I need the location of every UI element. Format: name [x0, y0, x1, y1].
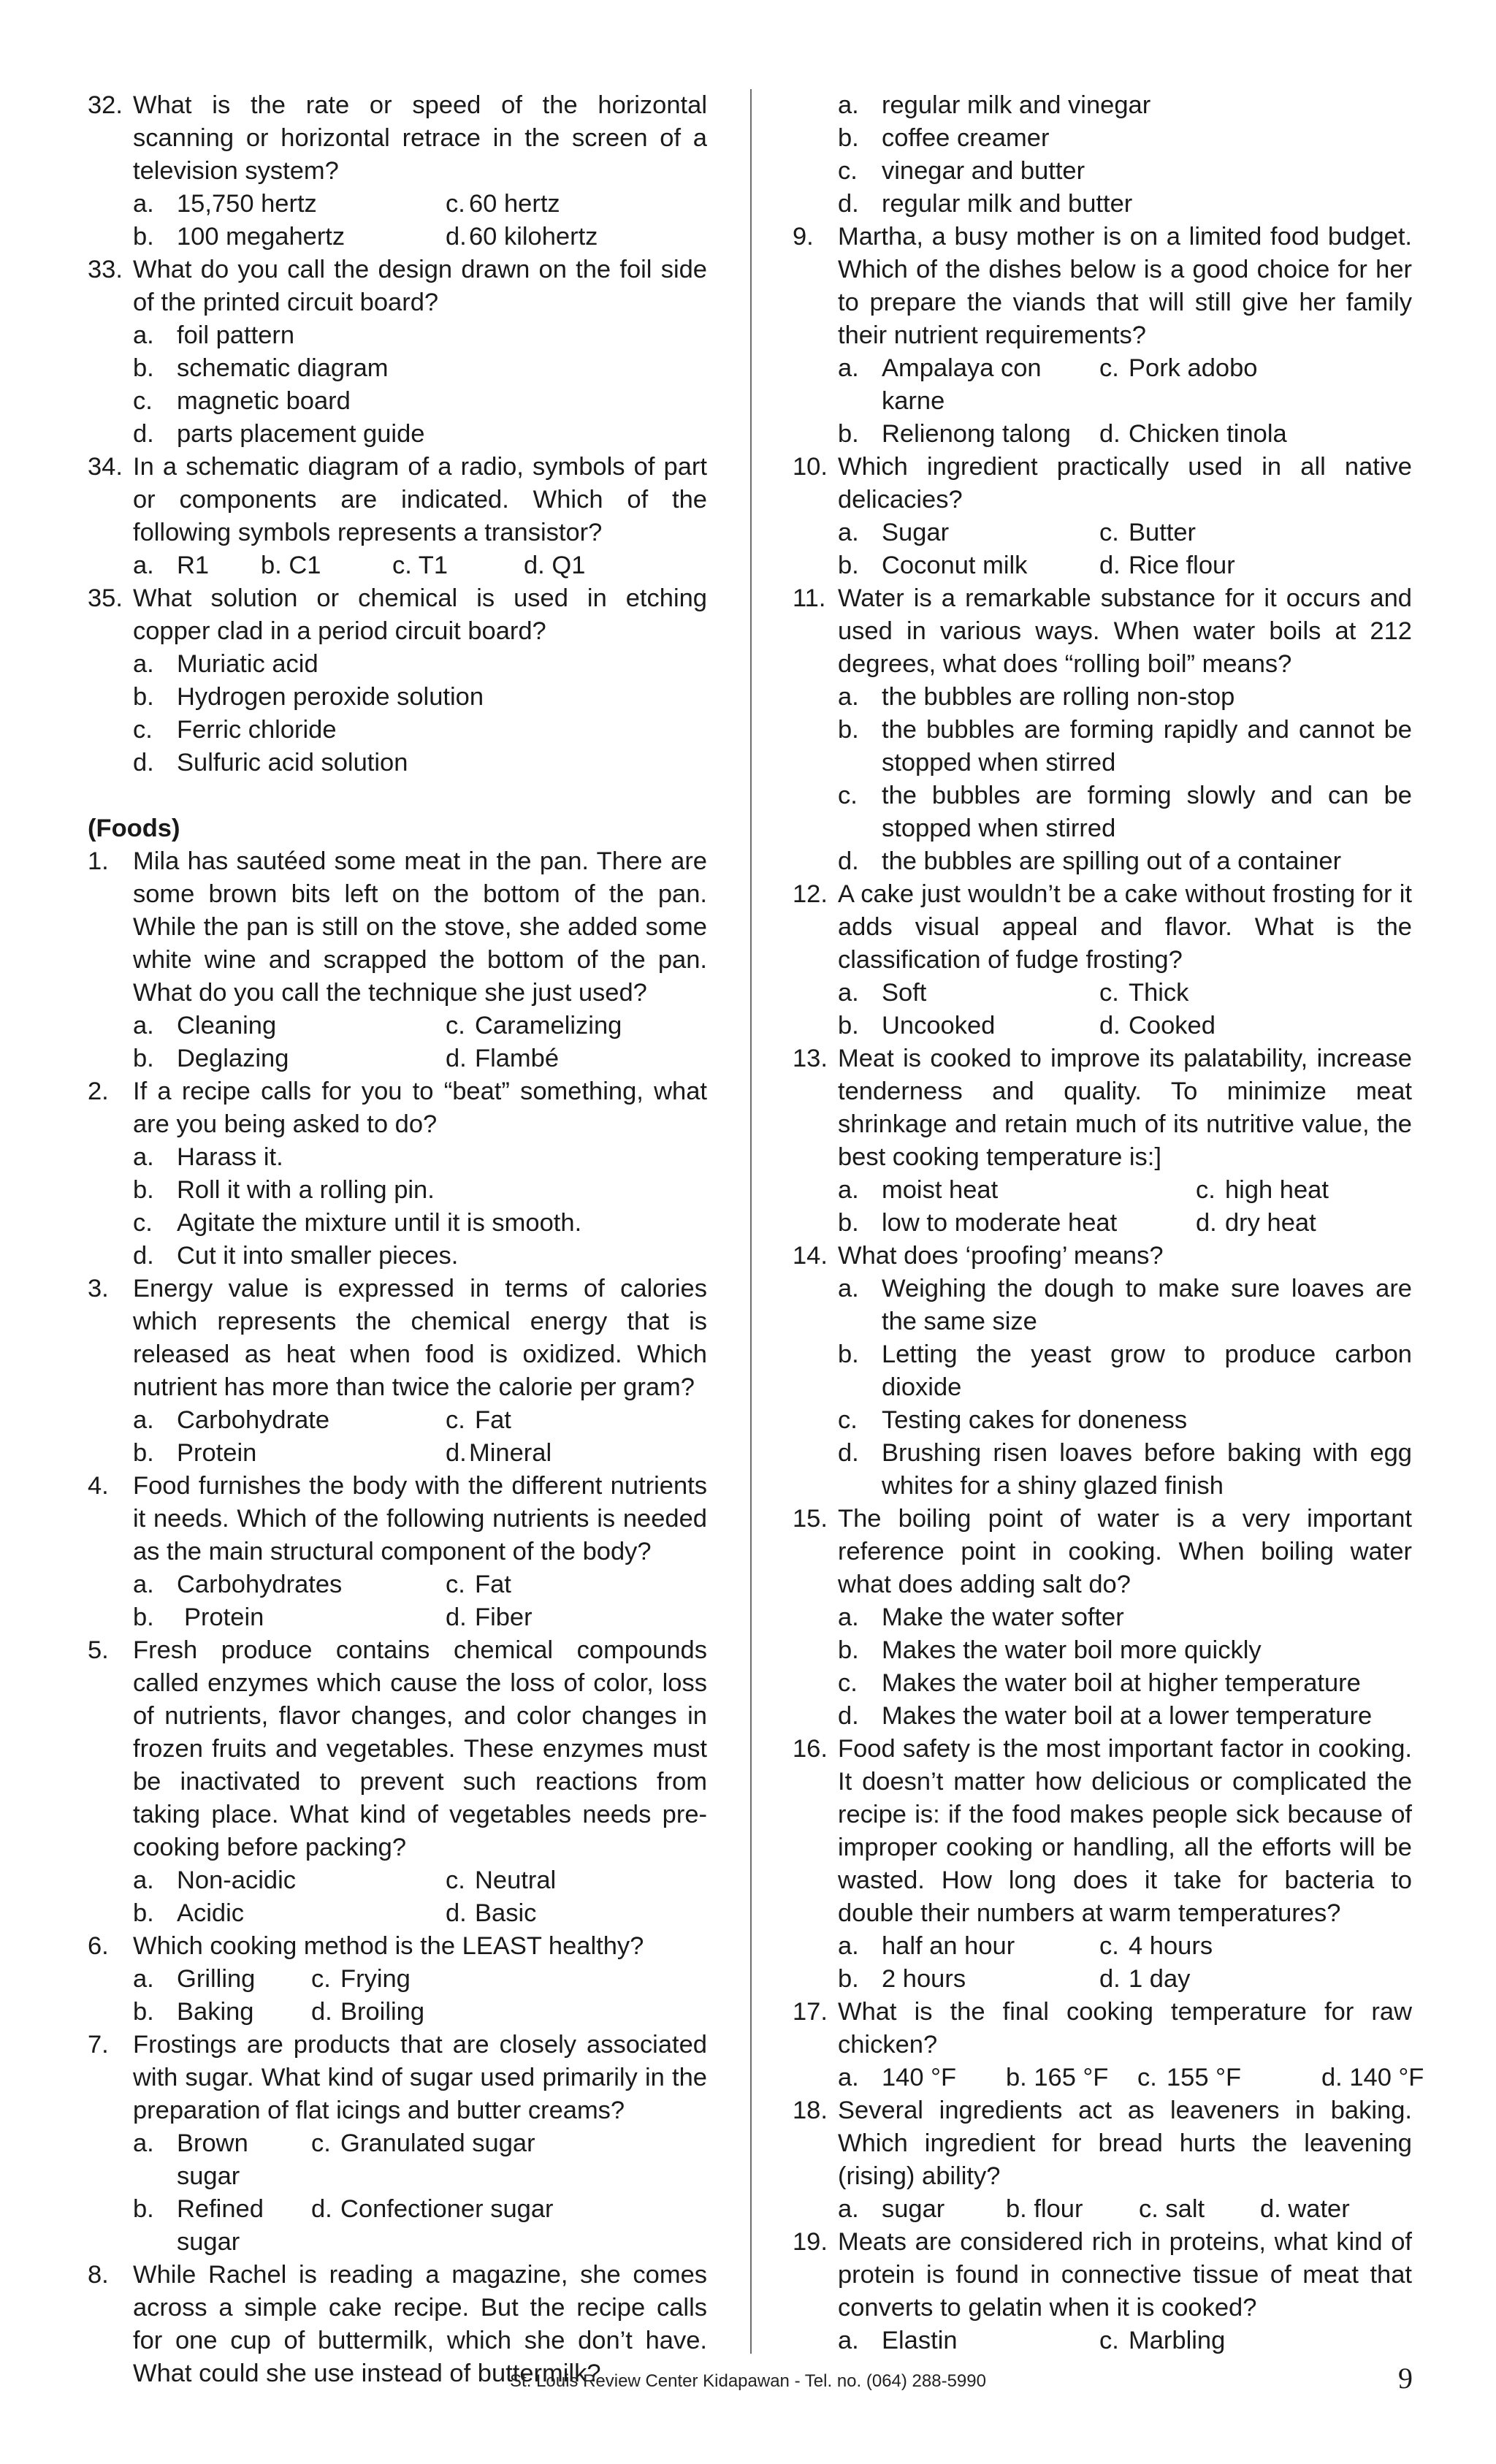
page-number: 9: [1398, 2362, 1413, 2395]
choices-row: b. Relienong talong d. Chicken tinola: [838, 420, 1287, 448]
question-foods-9: 9. Martha, a busy mother is on a limited food budget. Which of the dishes below is a good choice for her to prepare the viands that will still give her family their nutrient requirements?: [793, 223, 1412, 349]
right-column: [793, 89, 1424, 2357]
choice: b. schematic diagram: [133, 354, 389, 382]
choice: d. Makes the water boil at a lower temperature: [838, 1702, 1373, 1730]
choices-row: b. Protein d. Fiber: [133, 1603, 533, 1631]
choice: a. foil pattern: [133, 321, 295, 349]
choices-row: b. Baking d. Broiling: [133, 1998, 425, 2026]
choices-row: a. Soft c. Thick: [838, 979, 1189, 1007]
choices-row: a. Cleaning c. Caramelizing: [133, 1012, 622, 1040]
choice: c. the bubbles are forming slowly and can be stopped when stirred: [838, 782, 1412, 842]
question-33: 33. What do you call the design drawn on the foil side of the printed circuit board?: [88, 256, 707, 316]
question-foods-10: 10. Which ingredient practically used in all native delicacies?: [793, 453, 1412, 514]
question-foods-1: 1. Mila has sautéed some meat in the pan. There are some brown bits left on the bottom of the pan. While the pan is still on the stove, she added some white wine and scrapped the bottom of the pan. What do you call the technique she just used?: [88, 847, 707, 1007]
column-divider: [750, 89, 752, 2354]
choices-row: a. Brown sugar c. Granulated sugar: [133, 2129, 535, 2190]
choice: d. Cut it into smaller pieces.: [133, 1242, 459, 1270]
choices-row: a. Elastin c. Marbling: [838, 2327, 1226, 2354]
choice: c. Agitate the mixture until it is smooth.: [133, 1209, 582, 1237]
question-foods-12: 12. A cake just wouldn’t be a cake without frosting for it adds visual appeal and flavor. What is the classification of fudge frosting?: [793, 880, 1412, 974]
choices-row: a. 140 °F b. 165 °F c. 155 °F d. 140 °F: [838, 2064, 1424, 2091]
page-footer: St. Louis Review Center Kidapawan - Tel. no. (064) 288-5990: [510, 2371, 986, 2391]
choices-row: a. R1 b. C1 c. T1 d. Q1: [133, 552, 586, 579]
choice: c. Ferric chloride: [133, 716, 337, 744]
question-foods-19: 19. Meats are considered rich in proteins, what kind of protein is found in connective tissue of meat that converts to gelatin when it is cooked?: [793, 2228, 1412, 2322]
choice: c. Testing cakes for doneness: [838, 1406, 1188, 1434]
choice: b. coffee creamer: [838, 124, 1050, 152]
choices-row: b. Protein d. Mineral: [133, 1439, 552, 1467]
question-foods-18: 18. Several ingredients act as leaveners in baking. Which ingredient for bread hurts the leavening (rising) ability?: [793, 2097, 1412, 2190]
question-foods-2: 2. If a recipe calls for you to “beat” something, what are you being asked to do?: [88, 1077, 707, 1138]
choice: b. Roll it with a rolling pin.: [133, 1176, 435, 1204]
choice: b. the bubbles are forming rapidly and cannot be stopped when stirred: [838, 716, 1412, 777]
question-foods-5: 5. Fresh produce contains chemical compounds called enzymes which cause the loss of color, loss of nutrients, flavor changes, and color changes in frozen fruits and vegetables. These enzymes must be inactivated to prevent such reactions from taking place. What kind of vegetables needs pre-cooking before packing?: [88, 1636, 707, 1861]
choices-row: a. Grilling c. Frying: [133, 1965, 411, 1993]
choice: a. Muriatic acid: [133, 650, 318, 678]
choice: d. Sulfuric acid solution: [133, 749, 408, 777]
question-foods-4: 4. Food furnishes the body with the different nutrients it needs. Which of the following nutrients is needed as the main structural component of the body?: [88, 1472, 707, 1565]
choices-row: a. 15,750 hertz c. 60 hertz: [133, 190, 560, 218]
choices-row: b. Deglazing d. Flambé: [133, 1045, 560, 1072]
question-foods-17: 17. What is the final cooking temperature for raw chicken?: [793, 1998, 1412, 2059]
question-foods-15: 15. The boiling point of water is a very important reference point in cooking. When boiling water what does adding salt do?: [793, 1505, 1412, 1598]
question-foods-14: 14. What does ‘proofing’ means?: [793, 1242, 1164, 1270]
choice: c. vinegar and butter: [838, 157, 1085, 185]
choices-row: b. 2 hours d. 1 day: [838, 1965, 1191, 1993]
question-foods-7: 7. Frostings are products that are closely associated with sugar. What kind of sugar used primarily in the preparation of flat icings and butter creams?: [88, 2031, 707, 2124]
left-column: [88, 89, 707, 2390]
choice: a. Weighing the dough to make sure loaves are the same size: [838, 1275, 1412, 1335]
choice: a. Make the water softer: [838, 1603, 1124, 1631]
question-foods-8: 8. While Rachel is reading a magazine, she comes across a simple cake recipe. But the recipe calls for one cup of buttermilk, which she don’t have. What could she use instead of buttermilk?: [88, 2261, 707, 2387]
choices-row: a. Carbohydrate c. Fat: [133, 1406, 511, 1434]
question-foods-11: 11. Water is a remarkable substance for it occurs and used in various ways. When water boils at 212 degrees, what does “rolling boil” means?: [793, 584, 1412, 678]
choices-row: a. Sugar c. Butter: [838, 519, 1197, 546]
choices-row: a. sugar b. flour c. salt d. water: [838, 2195, 1350, 2223]
choice: b. Hydrogen peroxide solution: [133, 683, 484, 711]
choices-row: a. Non-acidic c. Neutral: [133, 1866, 557, 1894]
choice: d. regular milk and butter: [838, 190, 1133, 218]
choice: a. the bubbles are rolling non-stop: [838, 683, 1235, 711]
choice: d. the bubbles are spilling out of a container: [838, 847, 1342, 875]
choice: c. magnetic board: [133, 387, 351, 415]
choices-row: a. Carbohydrates c. Fat: [133, 1571, 511, 1598]
choices-row: a. half an hour c. 4 hours: [838, 1932, 1213, 1960]
question-foods-13: 13. Meat is cooked to improve its palatability, increase tenderness and quality. To minimize meat shrinkage and retain much of its nutritive value, the best cooking temperature is:]: [793, 1045, 1412, 1171]
question-foods-3: 3. Energy value is expressed in terms of calories which represents the chemical energy that is released as heat when food is oxidized. Which nutrient has more than twice the calorie per gram?: [88, 1275, 707, 1401]
choices-row: b. low to moderate heat d. dry heat: [838, 1209, 1316, 1237]
choices-row: b. 100 megahertz d. 60 kilohertz: [133, 223, 598, 251]
choice: d. parts placement guide: [133, 420, 425, 448]
question-foods-6: 6. Which cooking method is the LEAST healthy?: [88, 1932, 644, 1960]
choices-row: b. Acidic d. Basic: [133, 1899, 537, 1927]
choice: d. Brushing risen loaves before baking with egg whites for a shiny glazed finish: [838, 1439, 1412, 1500]
choices-row: b. Coconut milk d. Rice flour: [838, 552, 1235, 579]
section-heading: (Foods): [88, 815, 180, 842]
choices-row: b. Uncooked d. Cooked: [838, 1012, 1216, 1040]
choice: b. Makes the water boil more quickly: [838, 1636, 1262, 1664]
question-34: 34. In a schematic diagram of a radio, symbols of part or components are indicated. Which of the following symbols represents a transistor?: [88, 453, 707, 546]
question-foods-16: 16. Food safety is the most important factor in cooking. It doesn’t matter how delicious or complicated the recipe is: if the food makes people sick because of improper cooking or handling, all the efforts will be wasted. How long does it take for bacteria to double their numbers at warm temperatures?: [793, 1735, 1412, 1927]
choices-row: a. moist heat c. high heat: [838, 1176, 1329, 1204]
choice: b. Letting the yeast grow to produce carbon dioxide: [838, 1340, 1412, 1401]
question-32: 32. What is the rate or speed of the horizontal scanning or horizontal retrace in the screen of a television system?: [88, 91, 707, 185]
choice: a. regular milk and vinegar: [838, 91, 1151, 119]
choice: c. Makes the water boil at higher temperature: [838, 1669, 1361, 1697]
choices-row: b. Refined sugar d. Confectioner sugar: [133, 2195, 554, 2256]
choice: a. Harass it.: [133, 1143, 283, 1171]
question-35: 35. What solution or chemical is used in etching copper clad in a period circuit board?: [88, 584, 707, 645]
choices-row: a. Ampalaya con karne c. Pork adobo: [838, 354, 1258, 415]
